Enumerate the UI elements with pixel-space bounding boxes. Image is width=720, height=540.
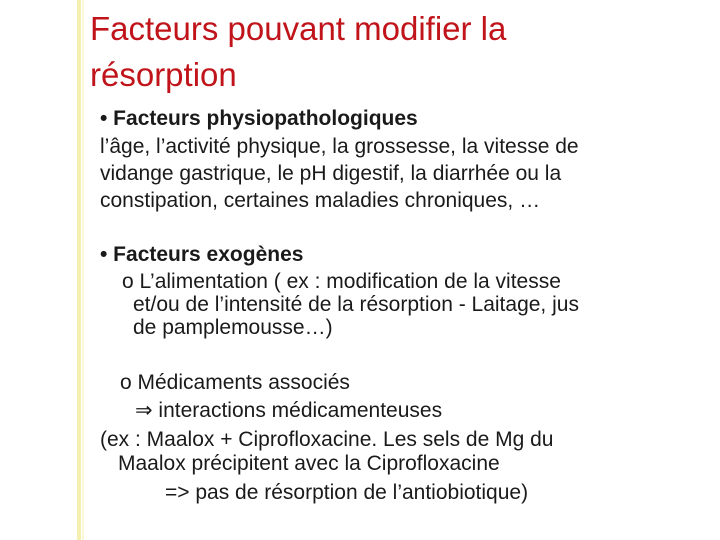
sub-item-medicaments: o Médicaments associés (120, 371, 350, 394)
body-line: (ex : Maalox + Ciprofloxacine. Les sels de Mg du (100, 428, 554, 451)
body-line: vidange gastrique, le pH digestif, la diarrhée ou la (100, 162, 562, 185)
body-line: l’âge, l’activité physique, la grossesse, la vitesse de (100, 135, 579, 158)
sub-item-alimentation: o L’alimentation ( ex : modification de la vitesse (122, 270, 561, 293)
body-line: de pamplemousse…) (133, 316, 333, 339)
title-line-2: résorption (90, 56, 237, 93)
body-line: et/ou de l’intensité de la résorption - Laitage, jus (133, 293, 579, 316)
section-heading-exogenes: • Facteurs exogènes (100, 243, 304, 266)
left-accent-bar-thin (82, 0, 84, 540)
left-accent-bar (77, 0, 81, 540)
interaction-line: ⇒ interactions médicamenteuses (135, 399, 443, 422)
slide-title (90, 6, 710, 98)
section-heading-physiopathologiques: • Facteurs physiopathologiques (100, 107, 418, 130)
body-line: Maalox précipitent avec la Ciprofloxacine (118, 452, 500, 475)
body-line: constipation, certaines maladies chroniques, … (100, 189, 541, 212)
title-line-1: Facteurs pouvant modifier la (90, 10, 507, 47)
body-line: => pas de résorption de l’antiobiotique) (165, 481, 529, 504)
